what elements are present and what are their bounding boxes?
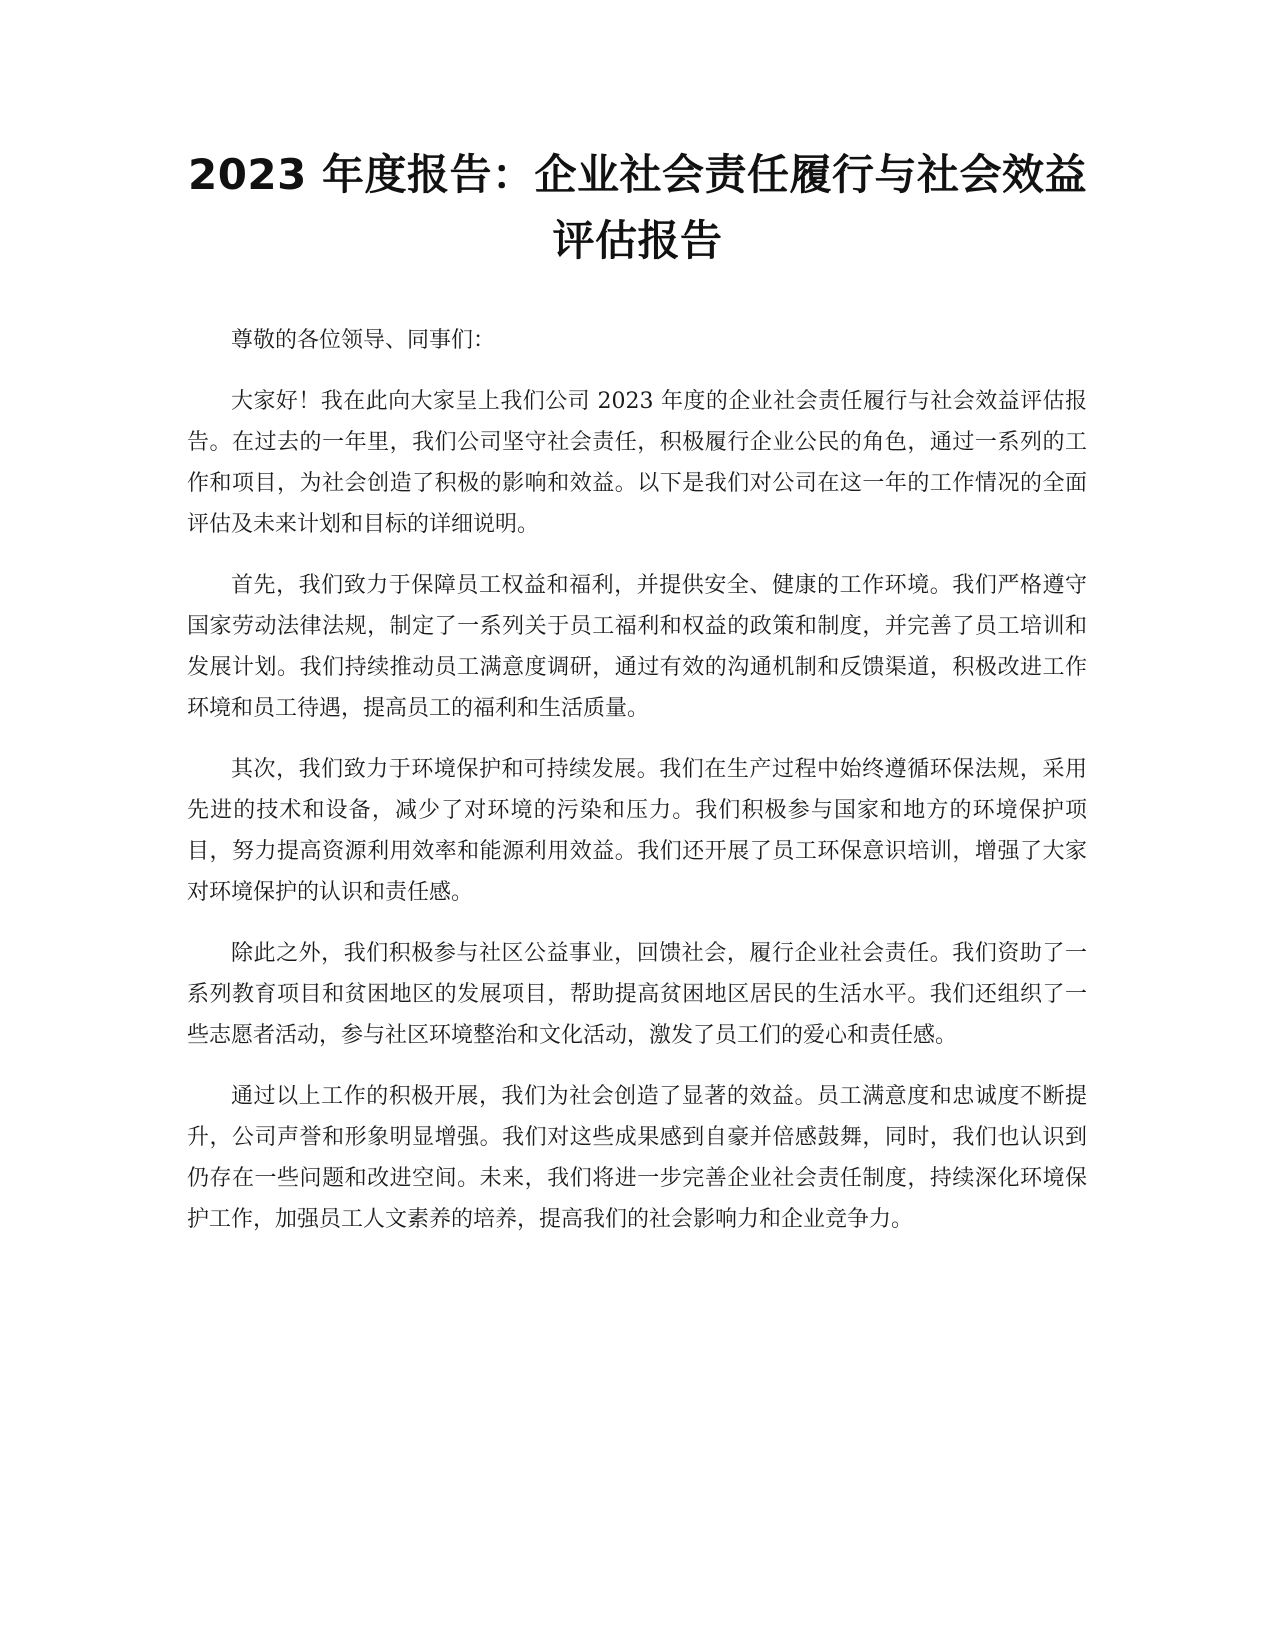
intro-paragraph: 大家好！我在此向大家呈上我们公司 2023 年度的企业社会责任履行与社会效益评估报告。在过去的一年里，我们公司坚守社会责任，积极履行企业公民的角色，通过一系列的工作和项目，为社会创造了积极的影响和效益。以下是我们对公司在这一年的工作情况的全面评估及未来计划和目标的详细说明。	[187, 389, 1087, 537]
community-paragraph: 除此之外，我们积极参与社区公益事业，回馈社会，履行企业社会责任。我们资助了一系列教育项目和贫困地区的发展项目，帮助提高贫困地区居民的生活水平。我们还组织了一些志愿者活动，参与社区环境整治和文化活动，激发了员工们的爱心和责任感。	[187, 941, 1087, 1048]
environment-paragraph: 其次，我们致力于环境保护和可持续发展。我们在生产过程中始终遵循环保法规，采用先进的技术和设备，减少了对环境的污染和压力。我们积极参与国家和地方的环境保护项目，努力提高资源利用效率和能源利用效益。我们还开展了员工环保意识培训，增强了大家对环境保护的认识和责任感。	[187, 757, 1087, 905]
document-title: 2023 年度报告：企业社会责任履行与社会效益评估报告	[187, 150, 1088, 265]
document-body	[187, 320, 1087, 1260]
salutation-paragraph: 尊敬的各位领导、同事们：	[231, 328, 496, 353]
employee-welfare-paragraph: 首先，我们致力于保障员工权益和福利，并提供安全、健康的工作环境。我们严格遵守国家劳动法律法规，制定了一系列关于员工福利和权益的政策和制度，并完善了员工培训和发展计划。我们持续推动员工满意度调研，通过有效的沟通机制和反馈渠道，积极改进工作环境和员工待遇，提高员工的福利和生活质量。	[187, 573, 1087, 721]
conclusion-paragraph: 通过以上工作的积极开展，我们为社会创造了显著的效益。员工满意度和忠诚度不断提升，公司声誉和形象明显增强。我们对这些成果感到自豪并倍感鼓舞，同时，我们也认识到仍存在一些问题和改进空间。未来，我们将进一步完善企业社会责任制度，持续深化环境保护工作，加强员工人文素养的培养，提高我们的社会影响力和企业竞争力。	[187, 1084, 1087, 1232]
